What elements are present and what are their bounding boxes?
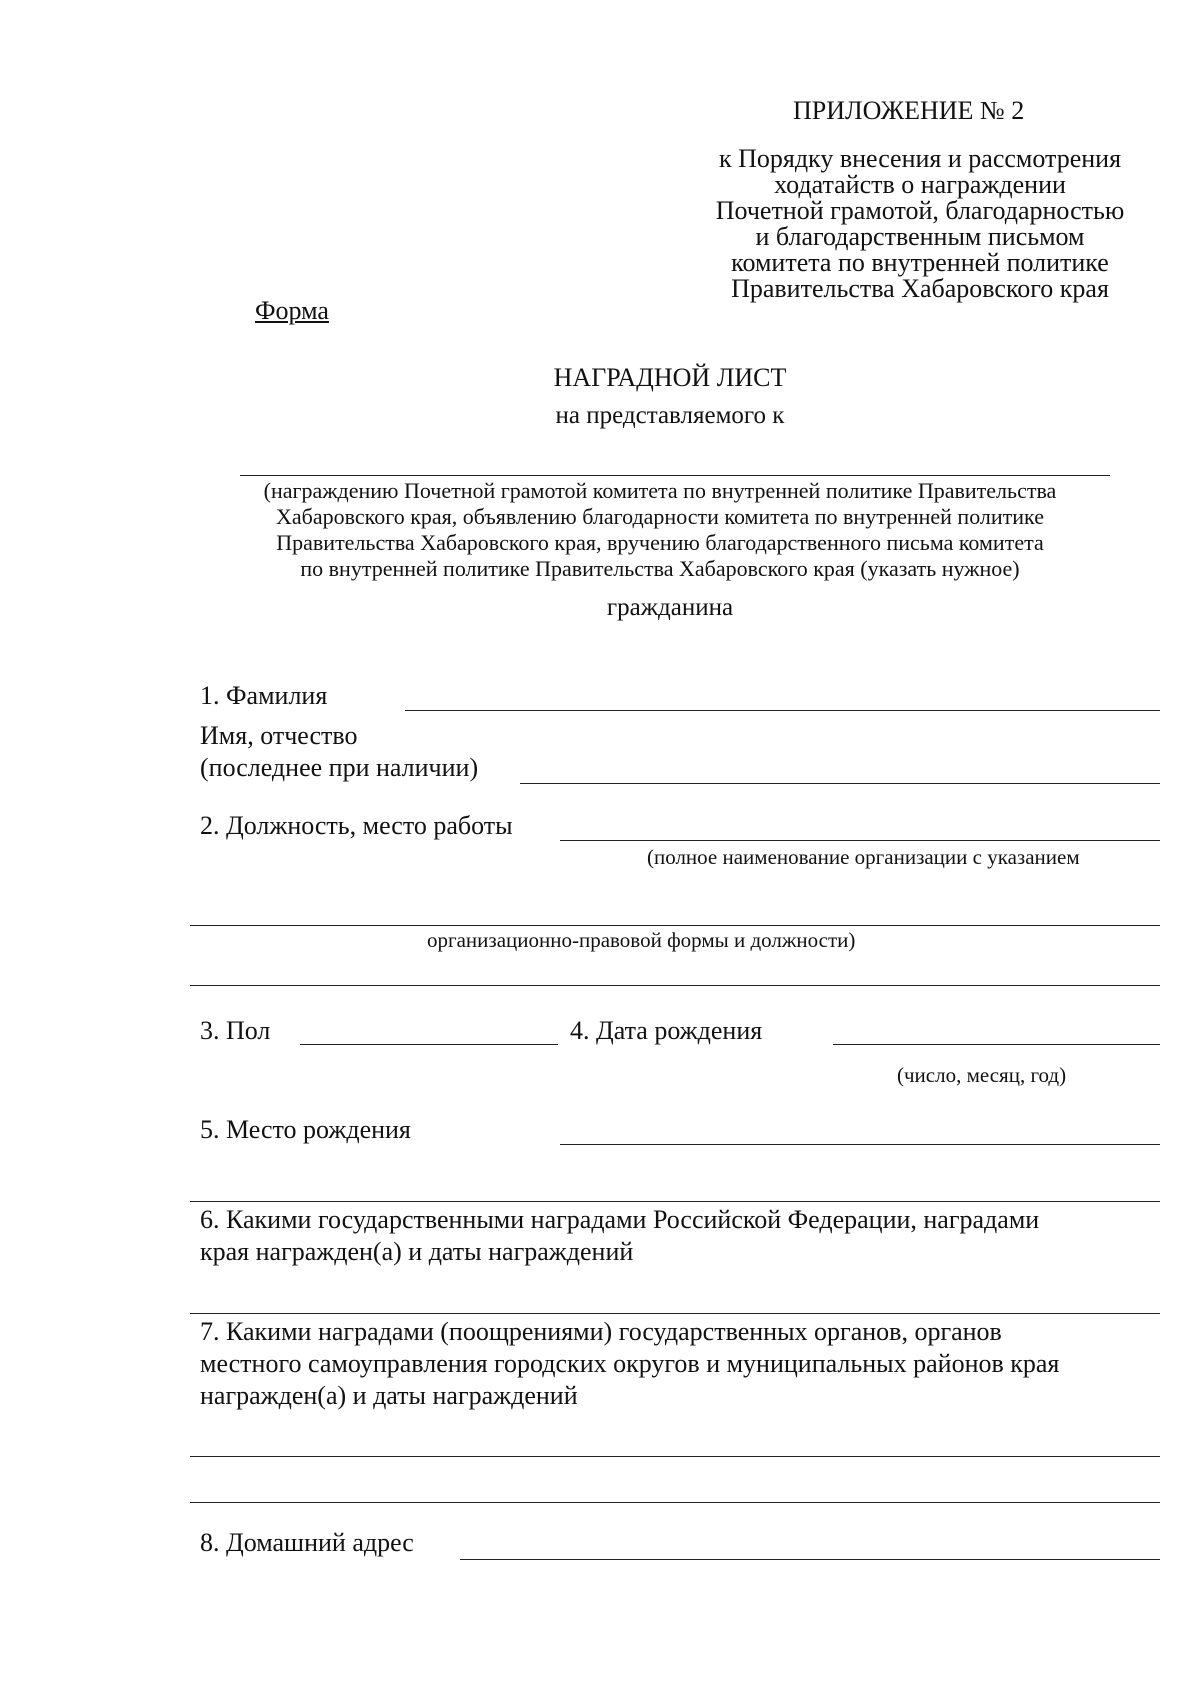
birthdate-field[interactable] xyxy=(833,1044,1160,1045)
birthdate-hint: (число, месяц, год) xyxy=(897,1063,1067,1087)
name-field[interactable] xyxy=(520,783,1160,784)
hint-line: по внутренней политике Правительства Хабаровского края (указать нужное) xyxy=(300,556,1020,581)
hint-line: Правительства Хабаровского края, вручению благодарственного письма комитета xyxy=(276,530,1044,555)
question-line: 7. Какими наградами (поощрениями) государственных органов, органов xyxy=(200,1317,1002,1346)
appendix-line: к Порядку внесения и рассмотрения xyxy=(718,144,1122,173)
question-line: местного самоуправления городских округов и муниципальных районов края xyxy=(200,1349,1060,1378)
document-title: НАГРАДНОЙ ЛИСТ xyxy=(553,363,787,392)
birthplace-field[interactable] xyxy=(560,1144,1160,1145)
position-hint-continued: организационно-правовой формы и должности) xyxy=(427,928,856,952)
local-awards-field-continued[interactable] xyxy=(190,1502,1160,1503)
birthplace-field-continued[interactable] xyxy=(190,1201,1160,1202)
question-line: края награжден(а) и даты награждений xyxy=(200,1237,634,1266)
sex-label: 3. Пол xyxy=(200,1016,271,1045)
appendix-line: комитета по внутренней политике xyxy=(731,248,1109,277)
birthplace-label: 5. Место рождения xyxy=(200,1115,411,1144)
name-label: Имя, отчество xyxy=(200,721,358,750)
appendix-title: ПРИЛОЖЕНИЕ № 2 xyxy=(793,96,1025,125)
local-awards-field[interactable] xyxy=(190,1456,1160,1457)
citizen-label: гражданина xyxy=(606,594,734,621)
appendix-line: и благодарственным письмом xyxy=(755,222,1085,251)
birthdate-label: 4. Дата рождения xyxy=(570,1016,763,1045)
appendix-reference xyxy=(690,146,1150,302)
position-label: 2. Должность, место работы xyxy=(200,811,513,840)
award-type-line xyxy=(240,475,1110,476)
form-label: Форма xyxy=(255,296,329,325)
appendix-line: Правительства Хабаровского края xyxy=(731,274,1109,303)
appendix-line: Почетной грамотой, благодарностью xyxy=(715,196,1125,225)
position-hint: (полное наименование организации с указанием xyxy=(647,845,1080,869)
document-subtitle: на представляемого к xyxy=(555,402,785,429)
appendix-line: ходатайств о награждении xyxy=(774,170,1066,199)
award-type-hint xyxy=(200,478,1120,582)
surname-field[interactable] xyxy=(405,710,1160,711)
hint-line: Хабаровского края, объявлению благодарности комитета по внутренней политике xyxy=(276,504,1044,529)
address-field[interactable] xyxy=(460,1559,1160,1560)
position-field-continued[interactable] xyxy=(190,925,1160,926)
position-field-extra[interactable] xyxy=(190,985,1160,986)
name-label-note: (последнее при наличии) xyxy=(200,753,479,782)
local-awards-question xyxy=(200,1316,1059,1412)
state-awards-question xyxy=(200,1204,1039,1268)
surname-label: 1. Фамилия xyxy=(200,681,328,710)
hint-line: (награждению Почетной грамотой комитета по внутренней политике Правительства xyxy=(263,478,1057,503)
sex-field[interactable] xyxy=(300,1044,558,1045)
question-line: 6. Какими государственными наградами Российской Федерации, наградами xyxy=(200,1205,1040,1234)
position-field[interactable] xyxy=(560,840,1160,841)
state-awards-field[interactable] xyxy=(190,1313,1160,1314)
address-label: 8. Домашний адрес xyxy=(200,1528,414,1557)
question-line: награжден(а) и даты награждений xyxy=(200,1381,578,1410)
